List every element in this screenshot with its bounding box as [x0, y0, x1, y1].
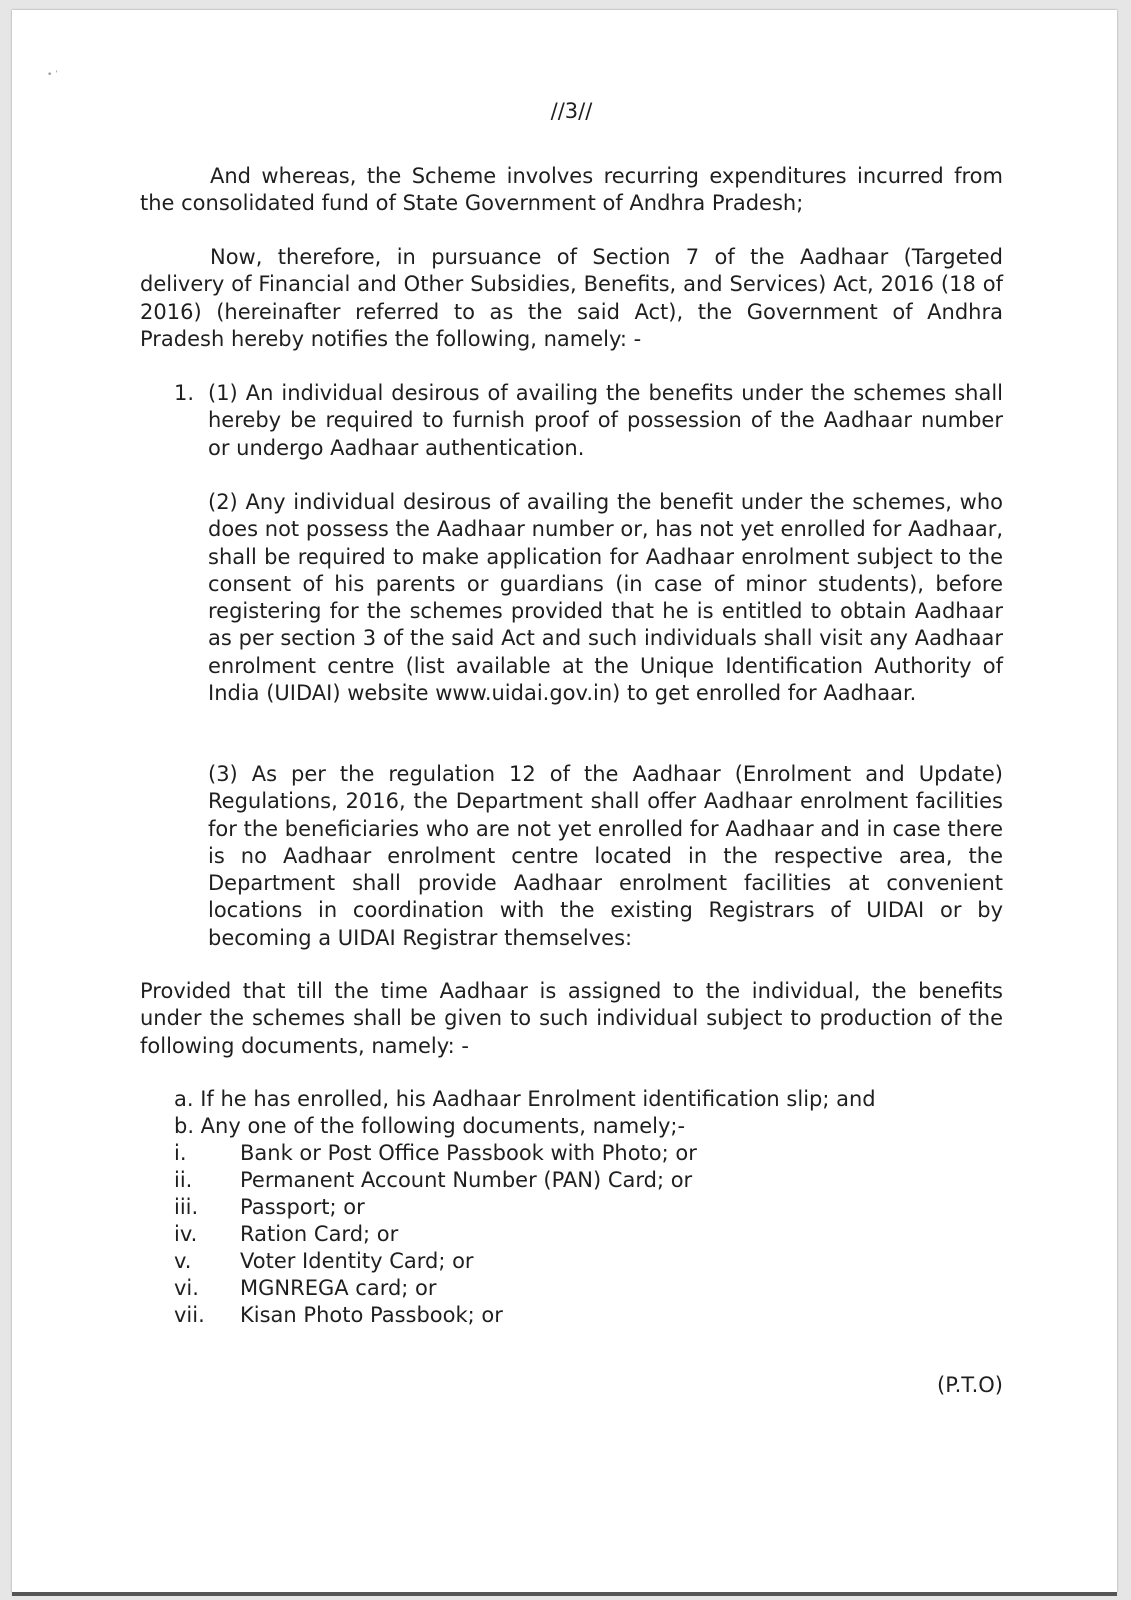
please-turn-over: (P.T.O) [937, 1373, 1003, 1397]
scan-speck: • ’ [47, 70, 59, 80]
list-item: Bank or Post Office Passbook with Photo; or [240, 1141, 697, 1165]
list-item: Kisan Photo Passbook; or [240, 1303, 503, 1327]
clause-1-sub-3: (3) As per the regulation 12 of the Aadhaar (Enrolment and Update) Regulations, 2016, the Department shall offer Aadhaar enrolment facilities for the beneficiaries who are not yet enrolled for Aadhaar and in case there is no Aadhaar enrolment centre located in the respective area, the Department shall provide Aadhaar enrolment facilities at convenient locations in coordination with the existing Registrars of UIDAI or by becoming a UIDAI Registrar themselves: [208, 762, 1003, 950]
list-marker: iii. [174, 1195, 199, 1219]
list-marker: v. [174, 1249, 192, 1273]
list-item: Permanent Account Number (PAN) Card; or [240, 1168, 693, 1192]
list-item: Passport; or [240, 1195, 365, 1219]
list-marker: iv. [174, 1222, 198, 1246]
therefore-paragraph: Now, therefore, in pursuance of Section 7 of the Aadhaar (Targeted delivery of Financial and Other Subsidies, Benefits, and Services) Act, 2016 (18 of 2016) (hereinafter referred to as the said Act), the Government of Andhra Pradesh hereby notifies the following, namely: - [140, 245, 1003, 351]
document-page [12, 10, 1117, 1592]
clause-1-sub-1: (1) An individual desirous of availing the benefits under the schemes shall hereby be required to furnish proof of possession of the Aadhaar number or undergo Aadhaar authentication. [208, 381, 1003, 460]
list-item-b: b. Any one of the following documents, namely;- [174, 1114, 686, 1138]
list-item: Voter Identity Card; or [240, 1249, 474, 1273]
page-number: //3// [550, 99, 593, 123]
clause-1-sub-2: (2) Any individual desirous of availing the benefit under the schemes, who does not possess the Aadhaar number or, has not yet enrolled for Aadhaar, shall be required to make application for Aadhaar enrolment subject to the consent of his parents or guardians (in case of minor students), before registering for the schemes provided that he is entitled to obtain Aadhaar as per section 3 of the said Act and such individuals shall visit any Aadhaar enrolment centre (list available at the Unique Identification Authority of India (UIDAI) website www.uidai.gov.in) to get enrolled for Aadhaar. [208, 490, 1003, 706]
bottom-edge-rule [12, 1592, 1117, 1596]
list-item-a: a. If he has enrolled, his Aadhaar Enrolment identification slip; and [174, 1087, 876, 1111]
proviso-paragraph: Provided that till the time Aadhaar is assigned to the individual, the benefits under the schemes shall be given to such individual subject to production of the following documents, namely: - [140, 979, 1003, 1058]
whereas-paragraph: And whereas, the Scheme involves recurring expenditures incurred from the consolidated fund of State Government of Andhra Pradesh; [140, 164, 1003, 216]
list-marker: ii. [174, 1168, 193, 1192]
list-marker: i. [174, 1141, 187, 1165]
list-marker: vii. [174, 1303, 205, 1327]
list-marker: vi. [174, 1276, 199, 1300]
list-item: MGNREGA card; or [240, 1276, 437, 1300]
list-item: Ration Card; or [240, 1222, 399, 1246]
clause-number: 1. [174, 381, 195, 405]
